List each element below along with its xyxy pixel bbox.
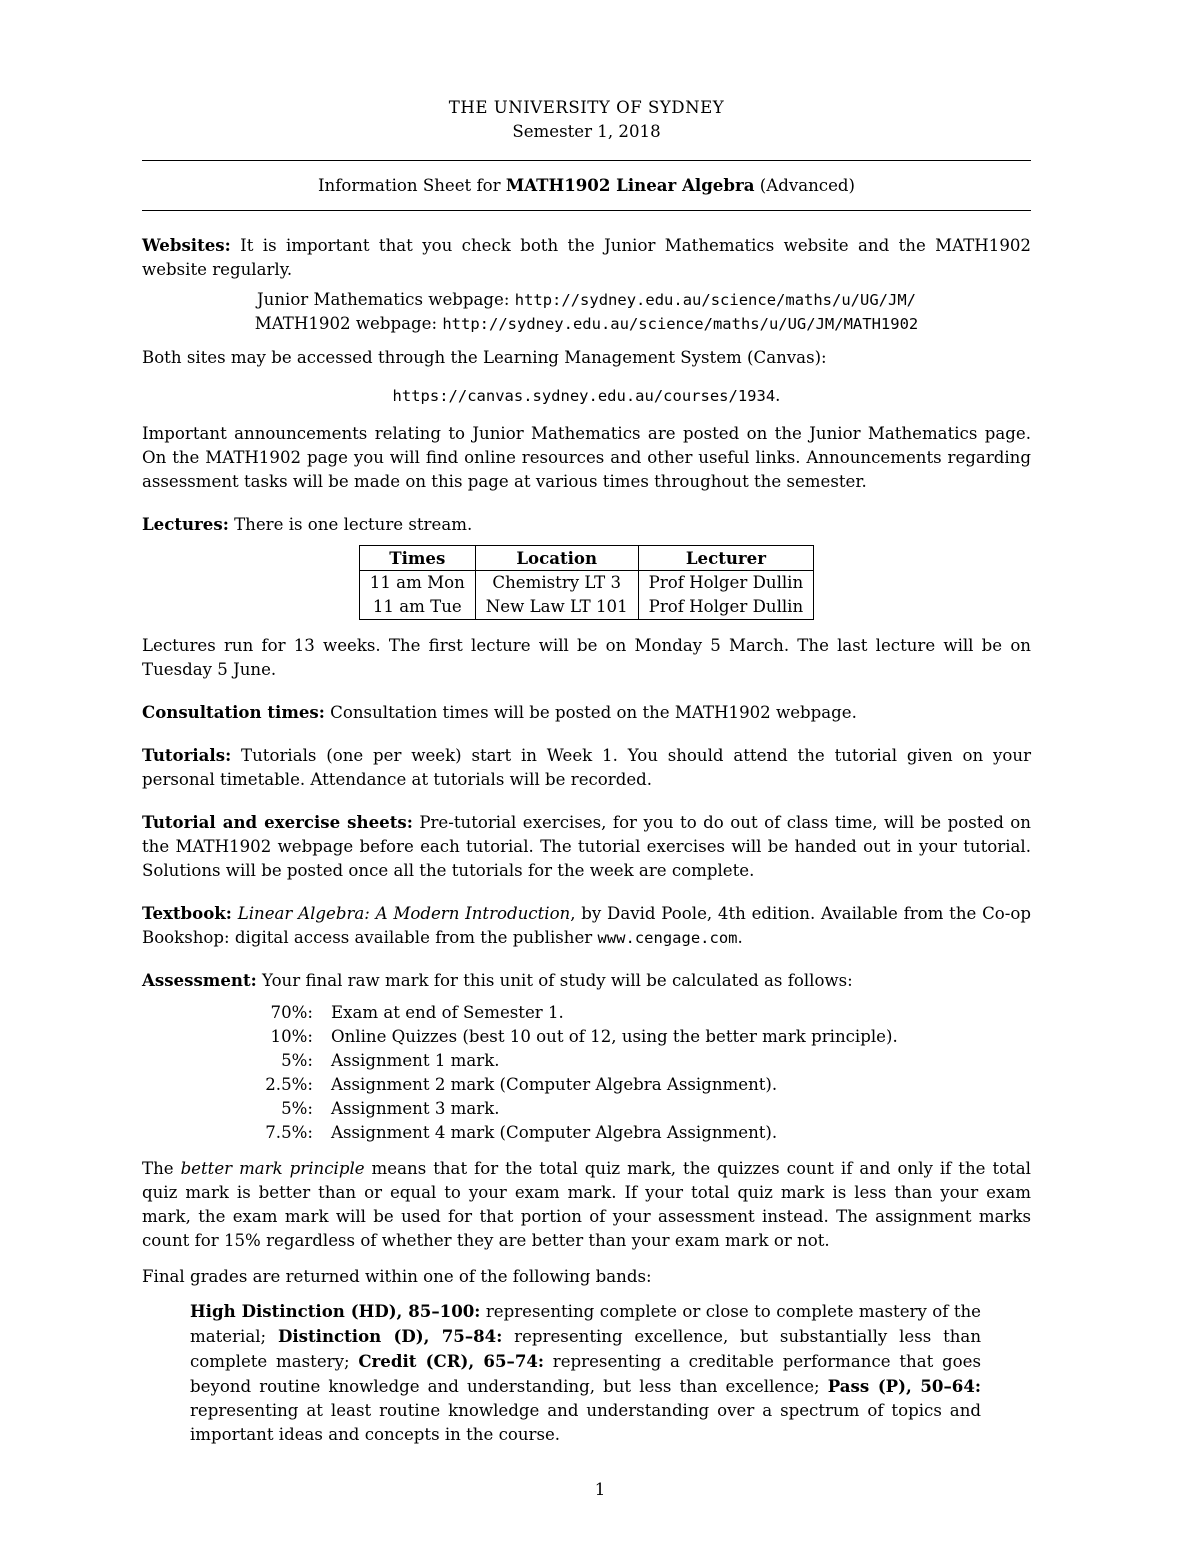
grade-bands: High Distinction (HD), 85–100: representing complete or close to complete mastery of the material; Distinction (D), 75–84: representing excellence, but substantially less than complete mastery; Credit (CR), 65–74: representing a creditable performance that goes beyond routine knowledge and understanding, but less than excellence; Pass (P), 50–64: representing at least routine knowledge and understanding over a spectrum of topics and important ideas and concepts in the course. bbox=[190, 1301, 982, 1444]
table-header-row bbox=[359, 546, 813, 571]
list-item: 7.5%: Assignment 4 mark (Computer Algebra Assignment). bbox=[265, 1123, 778, 1142]
textbook-title: Linear Algebra: A Modern Introduction bbox=[237, 904, 571, 923]
table-header: Location bbox=[475, 546, 638, 571]
document-page bbox=[142, 96, 1031, 1447]
list-item: 5%: Assignment 3 mark. bbox=[281, 1099, 500, 1118]
textbook-paragraph: Textbook: Linear Algebra: A Modern Introduction, by David Poole, 4th edition. Available from the Co-op Bookshop: digital access available from the publisher www.cengage.com. bbox=[142, 903, 1031, 947]
sheets-paragraph: Tutorial and exercise sheets: Pre-tutorial exercises, for you to do out of class time, will be posted on the MATH1902 webpage before each tutorial. The tutorial exercises will be handed out in your tutorial. Solutions will be posted once all the tutorials for the week are complete. bbox=[142, 812, 1031, 880]
table-cell: Prof Holger Dullin bbox=[638, 571, 814, 596]
canvas-url-line: https://canvas.sydney.edu.au/courses/1934. bbox=[392, 386, 781, 405]
grades-intro: Final grades are returned within one of the following bands: bbox=[142, 1267, 652, 1286]
table-cell: 11 am Tue bbox=[359, 595, 475, 620]
websites-paragraph: Websites: It is important that you check both the Junior Mathematics website and the MATH1902 website regularly. bbox=[142, 235, 1031, 279]
semester: Semester 1, 2018 bbox=[512, 122, 661, 141]
lectures-paragraph: Lectures: There is one lecture stream. bbox=[142, 514, 473, 534]
tutorials-paragraph: Tutorials: Tutorials (one per week) start in Week 1. You should attend the tutorial given on your personal timetable. Attendance at tutorials will be recorded. bbox=[142, 745, 1031, 789]
university-name: THE UNIVERSITY OF SYDNEY bbox=[448, 98, 725, 117]
canvas-url-link[interactable]: https://canvas.sydney.edu.au/courses/1934 bbox=[392, 387, 776, 405]
list-item: 2.5%: Assignment 2 mark (Computer Algebra Assignment). bbox=[265, 1075, 778, 1094]
lms-text: Both sites may be accessed through the Learning Management System (Canvas): bbox=[142, 348, 827, 367]
announcements-paragraph: Important announcements relating to Junior Mathematics are posted on the Junior Mathematics page. On the MATH1902 page you will find online resources and other useful links. Announcements regarding assessment tasks will be made on this page at various times throughout the semester. bbox=[142, 424, 1031, 491]
bottom-rule bbox=[142, 210, 1031, 211]
table-row bbox=[359, 595, 813, 620]
table-cell: Prof Holger Dullin bbox=[638, 595, 814, 620]
table-header: Lecturer bbox=[638, 546, 814, 571]
lectures-table bbox=[359, 545, 814, 620]
table-cell: Chemistry LT 3 bbox=[475, 571, 638, 596]
better-mark-paragraph: The better mark principle means that for the total quiz mark, the quizzes count if and only if the total quiz mark is better than or equal to your exam mark. If your total quiz mark is less than your exam mark, the exam mark will be used for that portion of your assessment instead. The assignment marks count for 15% regardless of whether they are better than your exam mark or not. bbox=[142, 1159, 1031, 1250]
table-row bbox=[359, 571, 813, 596]
page-number: 1 bbox=[594, 1480, 606, 1499]
junior-webpage-line: Junior Mathematics webpage: http://sydney.edu.au/science/maths/u/UG/JM/ bbox=[256, 290, 917, 309]
table-cell: New Law LT 101 bbox=[475, 595, 638, 620]
consultation-paragraph: Consultation times: Consultation times will be posted on the MATH1902 webpage. bbox=[142, 702, 857, 722]
sheet-title: Information Sheet for MATH1902 Linear Algebra (Advanced) bbox=[318, 175, 855, 195]
list-item: 70%: Exam at end of Semester 1. bbox=[270, 1003, 564, 1022]
lecture-schedule: Lectures run for 13 weeks. The first lecture will be on Monday 5 March. The last lecture will be on Tuesday 5 June. bbox=[142, 636, 1031, 679]
math1902-webpage-line: MATH1902 webpage: http://sydney.edu.au/science/maths/u/UG/JM/MATH1902 bbox=[254, 314, 919, 333]
list-item: 10%: Online Quizzes (best 10 out of 12, using the better mark principle). bbox=[270, 1027, 898, 1046]
website-urls bbox=[142, 288, 1031, 336]
assessment-paragraph: Assessment: Your final raw mark for this unit of study will be calculated as follows: bbox=[142, 970, 853, 990]
junior-url-link[interactable]: http://sydney.edu.au/science/maths/u/UG/JM/ bbox=[514, 291, 917, 309]
table-cell: 11 am Mon bbox=[359, 571, 475, 596]
list-item: 5%: Assignment 1 mark. bbox=[281, 1051, 500, 1070]
cengage-url-link[interactable]: www.cengage.com bbox=[597, 929, 738, 947]
table-header: Times bbox=[359, 546, 475, 571]
assessment-list bbox=[255, 1001, 1031, 1145]
math1902-url-link[interactable]: http://sydney.edu.au/science/maths/u/UG/JM/MATH1902 bbox=[442, 315, 919, 333]
